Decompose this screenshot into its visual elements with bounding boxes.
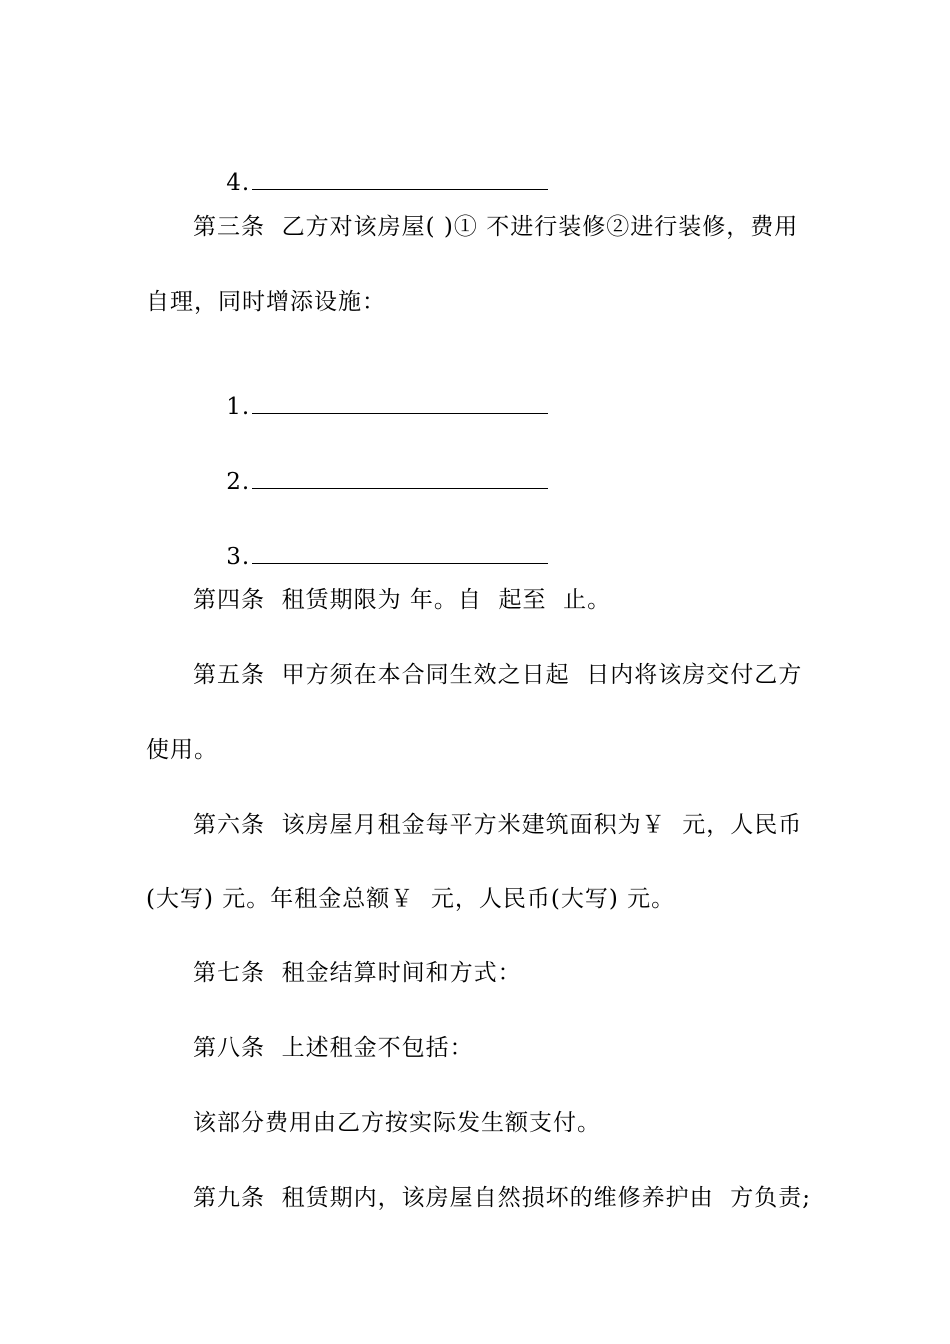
- article-9: 第九条 租赁期内，该房屋自然损坏的维修养护由 方负责;: [193, 1185, 811, 1211]
- item-number: 3.: [226, 544, 251, 570]
- article-7: 第七条 租金结算时间和方式：: [193, 960, 522, 986]
- item-number: 1.: [226, 394, 251, 420]
- article-3-line-1: 第三条 乙方对该房屋( )① 不进行装修②进行装修，费用: [193, 214, 799, 240]
- article-5-line-1: 第五条 甲方须在本合同生效之日起 日内将该房交付乙方: [193, 662, 803, 688]
- article-3-line-2: 自理，同时增添设施：: [146, 289, 386, 315]
- article-5-line-2: 使用。: [146, 737, 218, 763]
- fill-in-blank: [252, 543, 548, 564]
- item-number: 2.: [226, 469, 251, 495]
- fill-in-blank: [252, 468, 548, 489]
- article-6-line-2: (大写) 元。年租金总额￥ 元，人民币(大写) 元。: [146, 886, 676, 912]
- article-8: 第八条 上述租金不包括：: [193, 1035, 474, 1061]
- article-4: 第四条 租赁期限为 年。自 起至 止。: [193, 587, 612, 613]
- fill-in-blank: [252, 169, 548, 190]
- fill-in-blank: [252, 393, 548, 414]
- item-number: 4.: [226, 170, 251, 196]
- article-8-note: 该部分费用由乙方按实际发生额支付。: [193, 1110, 601, 1136]
- article-6-line-1: 第六条 该房屋月租金每平方米建筑面积为￥ 元，人民币: [193, 812, 803, 838]
